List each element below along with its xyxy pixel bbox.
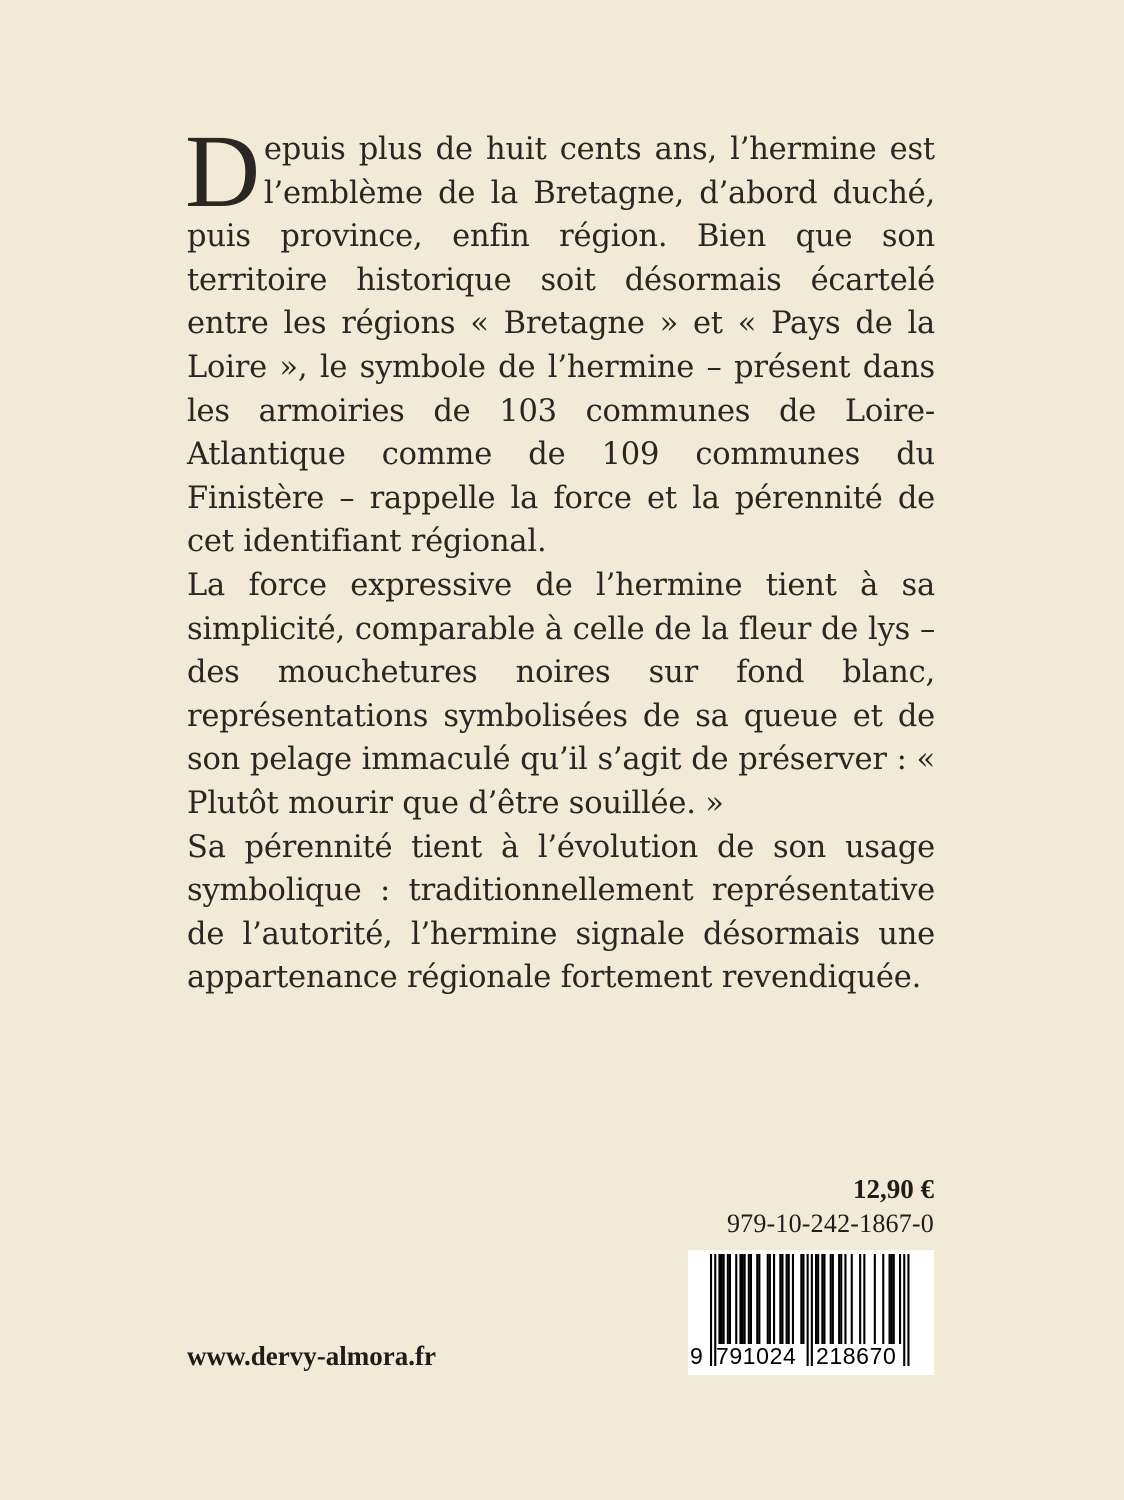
barcode-bar (792, 1254, 794, 1344)
barcode-bar (767, 1254, 769, 1344)
isbn-number: 979-10-242-1867-0 (726, 1209, 934, 1238)
barcode-bar (863, 1254, 865, 1344)
barcode-bar (721, 1254, 723, 1344)
barcode-bar (899, 1254, 901, 1344)
barcode-bar (756, 1254, 758, 1344)
barcode-bar (788, 1254, 790, 1344)
barcode-digits-left: 791024 (716, 1343, 797, 1369)
blurb-paragraph-2: La force expressive de l’hermine tient à sa simplicité, comparable à celle de la fleur de lys – des mouchetures noires sur fond blanc, représentations symbolisées de sa queue et de son pelage immaculé qu’il s’agit de préserver : « Plutôt mourir que d’être souillée. » (187, 567, 935, 821)
barcode-bar (844, 1254, 846, 1344)
barcode-bar (840, 1254, 842, 1344)
barcode-bar (823, 1254, 825, 1344)
barcode-bar (742, 1254, 744, 1344)
barcode-bar (889, 1254, 891, 1344)
barcode-bar (723, 1254, 725, 1344)
blurb-paragraph-1 (185, 114, 935, 564)
barcode-bar (748, 1254, 750, 1344)
barcode-bar (815, 1254, 817, 1344)
barcode-bar (773, 1254, 775, 1344)
barcode-digits-right: 218670 (816, 1343, 897, 1369)
barcode-bar (830, 1254, 832, 1344)
barcode-bar (781, 1254, 783, 1344)
publisher-website[interactable]: www.dervy-almora.fr (187, 1341, 436, 1371)
barcode-bar (729, 1254, 731, 1344)
price-label: 12,90 € (853, 1174, 934, 1204)
barcode-bar (769, 1254, 771, 1344)
barcode-bar (800, 1254, 802, 1344)
blurb-paragraph-3: Sa pérennité tient à l’évolution de son usage symbolique : traditionnellement représentative de l’autorité, l’hermine signale désormais une appartenance régionale fortement revendiquée. (187, 829, 935, 996)
blurb-paragraph-1-text: epuis plus de huit cents ans, l’hermine est l’emblème de la Bretagne, d’abord duché, puis province, enfin région. Bien que son territoire historique soit désormais écartelé entre les régions « Bretagne » et « Pays de la Loire », le symbole de l’hermine – présent dans les armoiries de 103 communes de Loire-Atlantique comme de 109 communes du Finistère – rappelle la force et la pérennité de cet identifiant régional. (187, 132, 935, 560)
barcode-bar (744, 1254, 746, 1344)
barcode-bar (802, 1254, 804, 1344)
barcode-bar (758, 1254, 760, 1344)
barcode-bar (750, 1254, 752, 1344)
back-cover-blurb (185, 114, 935, 1000)
barcode-bar (821, 1254, 823, 1344)
barcode-bar (727, 1254, 729, 1344)
barcode-bar (786, 1254, 788, 1344)
barcode-bar (859, 1254, 861, 1344)
barcode-digit-first: 9 (690, 1343, 703, 1369)
barcode-bar (893, 1254, 895, 1344)
barcode (688, 1250, 934, 1375)
barcode-digits (688, 1341, 934, 1373)
barcode-bar (874, 1254, 876, 1344)
barcode-bar (779, 1254, 781, 1344)
barcode-bar (882, 1254, 884, 1344)
barcode-bar (718, 1254, 720, 1344)
barcode-bar (851, 1254, 853, 1344)
barcode-bar (891, 1254, 893, 1344)
barcode-bar (739, 1254, 741, 1344)
barcode-bar (832, 1254, 834, 1344)
barcode-bar (838, 1254, 840, 1344)
barcode-bar (817, 1254, 819, 1344)
drop-cap: D (185, 114, 260, 229)
barcode-bar (735, 1254, 737, 1344)
